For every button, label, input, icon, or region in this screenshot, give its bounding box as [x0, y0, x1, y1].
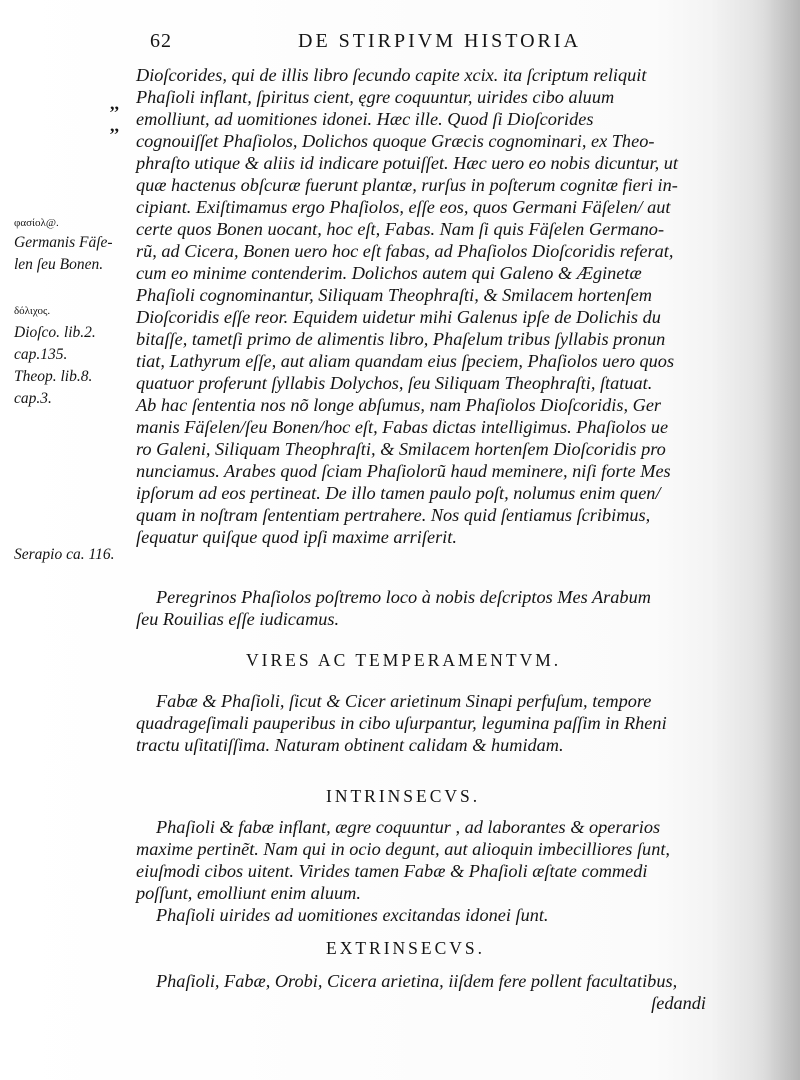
sidenote: len ſeu Bonen.	[14, 256, 104, 273]
running-title: DE STIRPIVM HISTORIA	[298, 30, 581, 52]
sidenote: Serapio ca. 116.	[14, 546, 115, 563]
sidenote: Germanis Fäſe-	[14, 234, 113, 251]
text-line: quam in noſtram ſententiam pertrahere. Nos quid ſentiamus ſcribimus,	[136, 505, 651, 525]
text-line: phraſto utique & aliis id indicare potuiſſet. Hæc uero eo nobis dicuntur, ut	[136, 153, 678, 173]
closing-paragraph	[136, 586, 746, 630]
text-line: manis Fäſelen/ſeu Bonen/hoc eſt, Fabas dictas intelligimus. Phaſiolos ue	[136, 417, 669, 437]
text-line: quatuor proferunt ſyllabis Dolychos, ſeu Siliquam Theophraſti, ſtatuat.	[136, 373, 653, 393]
text-line: cum eo minime contenderim. Dolichos autem qui Galeno & Æginetæ	[136, 263, 642, 283]
extrinsecus-paragraph	[136, 970, 746, 1014]
sidenote: Dioſco. lib.2.	[14, 324, 96, 341]
catchword: ſedandi	[651, 993, 706, 1013]
text-line: tiat, Lathyrum eſſe, aut aliam quandam eius ſpeciem, Phaſiolos uero quos	[136, 351, 675, 371]
text-line: ſeu Rouilias eſſe iudicamus.	[136, 609, 340, 629]
text-line: Dioſcorides, qui de illis libro ſecundo capite xcix. ita ſcriptum reliquit	[136, 65, 647, 85]
text-line: poſſunt, emolliunt enim aluum.	[136, 883, 361, 903]
text-line: Phaſioli cognominantur, Siliquam Theophraſti, & Smilacem hortenſem	[136, 285, 652, 305]
text-line: maxime pertinẽt. Nam qui in ocio degunt, aut alioquin imbecilliores ſunt,	[136, 839, 670, 859]
text-line: certe quos Bonen uocant, hoc eſt, Fabas. Nam ſi quis Fäſelen Germano-	[136, 219, 665, 239]
text-line: Phaſioli, Fabæ, Orobi, Cicera arietina, iiſdem fere pollent facultatibus,	[156, 971, 678, 991]
main-paragraph	[136, 64, 746, 548]
text-line: rũ, ad Cicera, Bonen uero hoc eſt fabas, ad Phaſiolos Dioſcoridis referat,	[136, 241, 674, 261]
text-line: Fabæ & Phaſioli, ſicut & Cicer arietinum Sinapi perfuſum, tempore	[156, 691, 652, 711]
sidenote-greek: φασίολ@.	[14, 217, 59, 229]
text-line: cognouiſſet Phaſiolos, Dolichos quoque Græcis cognominari, ex Theo-	[136, 131, 655, 151]
text-line: emolliunt, ad uomitiones idonei. Hæc ille. Quod ſi Dioſcorides	[136, 109, 594, 129]
text-line: quæ hactenus obſcuræ fuerunt plantæ, rurſus in poſterum cognitæ fieri in-	[136, 175, 678, 195]
text-line: Phaſioli & fabæ inflant, ægre coquuntur , ad laborantes & operarios	[156, 817, 661, 837]
text-line: Phaſioli uirides ad uomitiones excitandas idonei ſunt.	[156, 905, 549, 925]
text-line: Peregrinos Phaſiolos poſtremo loco à nobis deſcriptos Mes Arabum	[156, 587, 651, 607]
text-line: ſequatur quiſque quod ipſi maxime arriſerit.	[136, 527, 457, 547]
text-line: ro Galeni, Siliquam Theophraſti, & Smilacem hortenſem Dioſcoridis pro	[136, 439, 666, 459]
sidenote: cap.135.	[14, 346, 68, 363]
quote-mark: ,,	[110, 93, 119, 113]
text-line: eiuſmodi cibos uitent. Virides tamen Fabæ & Phaſioli æſtate commedi	[136, 861, 648, 881]
text-line: bitaſſe, tametſi primo de alimentis libro, Phaſelum tribus ſyllabis pronun	[136, 329, 666, 349]
text-line: Phaſioli inflant, ſpiritus cient, ęgre coquuntur, uirides cibo aluum	[136, 87, 615, 107]
sidenote-greek: δόλιχος.	[14, 305, 51, 317]
section-heading-extrinsecus: EXTRINSECVS.	[326, 938, 485, 958]
section-heading-intrinsecus: INTRINSECVS.	[326, 786, 481, 806]
text-line: cipiant. Exiſtimamus ergo Phaſiolos, eſſe eos, quos Germani Fäſelen/ aut	[136, 197, 671, 217]
text-line: Dioſcoridis eſſe reor. Equidem uidetur mihi Galenus ipſe de Dolichis du	[136, 307, 661, 327]
section-heading-vires: VIRES AC TEMPERAMENTVM.	[246, 650, 562, 670]
text-line: quadrageſimali pauperibus in cibo uſurpantur, legumina paſſim in Rheni	[136, 713, 667, 733]
vires-paragraph	[136, 690, 746, 756]
page-header	[150, 30, 670, 60]
text-line: nunciamus. Arabes quod ſciam Phaſiolorũ haud meminere, niſi forte Mes	[136, 461, 671, 481]
sidenote: cap.3.	[14, 390, 52, 407]
intrinsecus-paragraph	[136, 816, 746, 926]
quote-mark: ,,	[110, 115, 119, 135]
text-line: tractu uſitatiſſima. Naturam obtinent calidam & humidam.	[136, 735, 564, 755]
text-line: Ab hac ſententia nos nõ longe abſumus, nam Phaſiolos Dioſcoridis, Ger	[136, 395, 662, 415]
page-number: 62	[150, 30, 172, 52]
sidenote: Theop. lib.8.	[14, 368, 93, 385]
text-line: ipſorum ad eos pertineat. De illo tamen paulo poſt, nolumus enim quen/	[136, 483, 661, 503]
